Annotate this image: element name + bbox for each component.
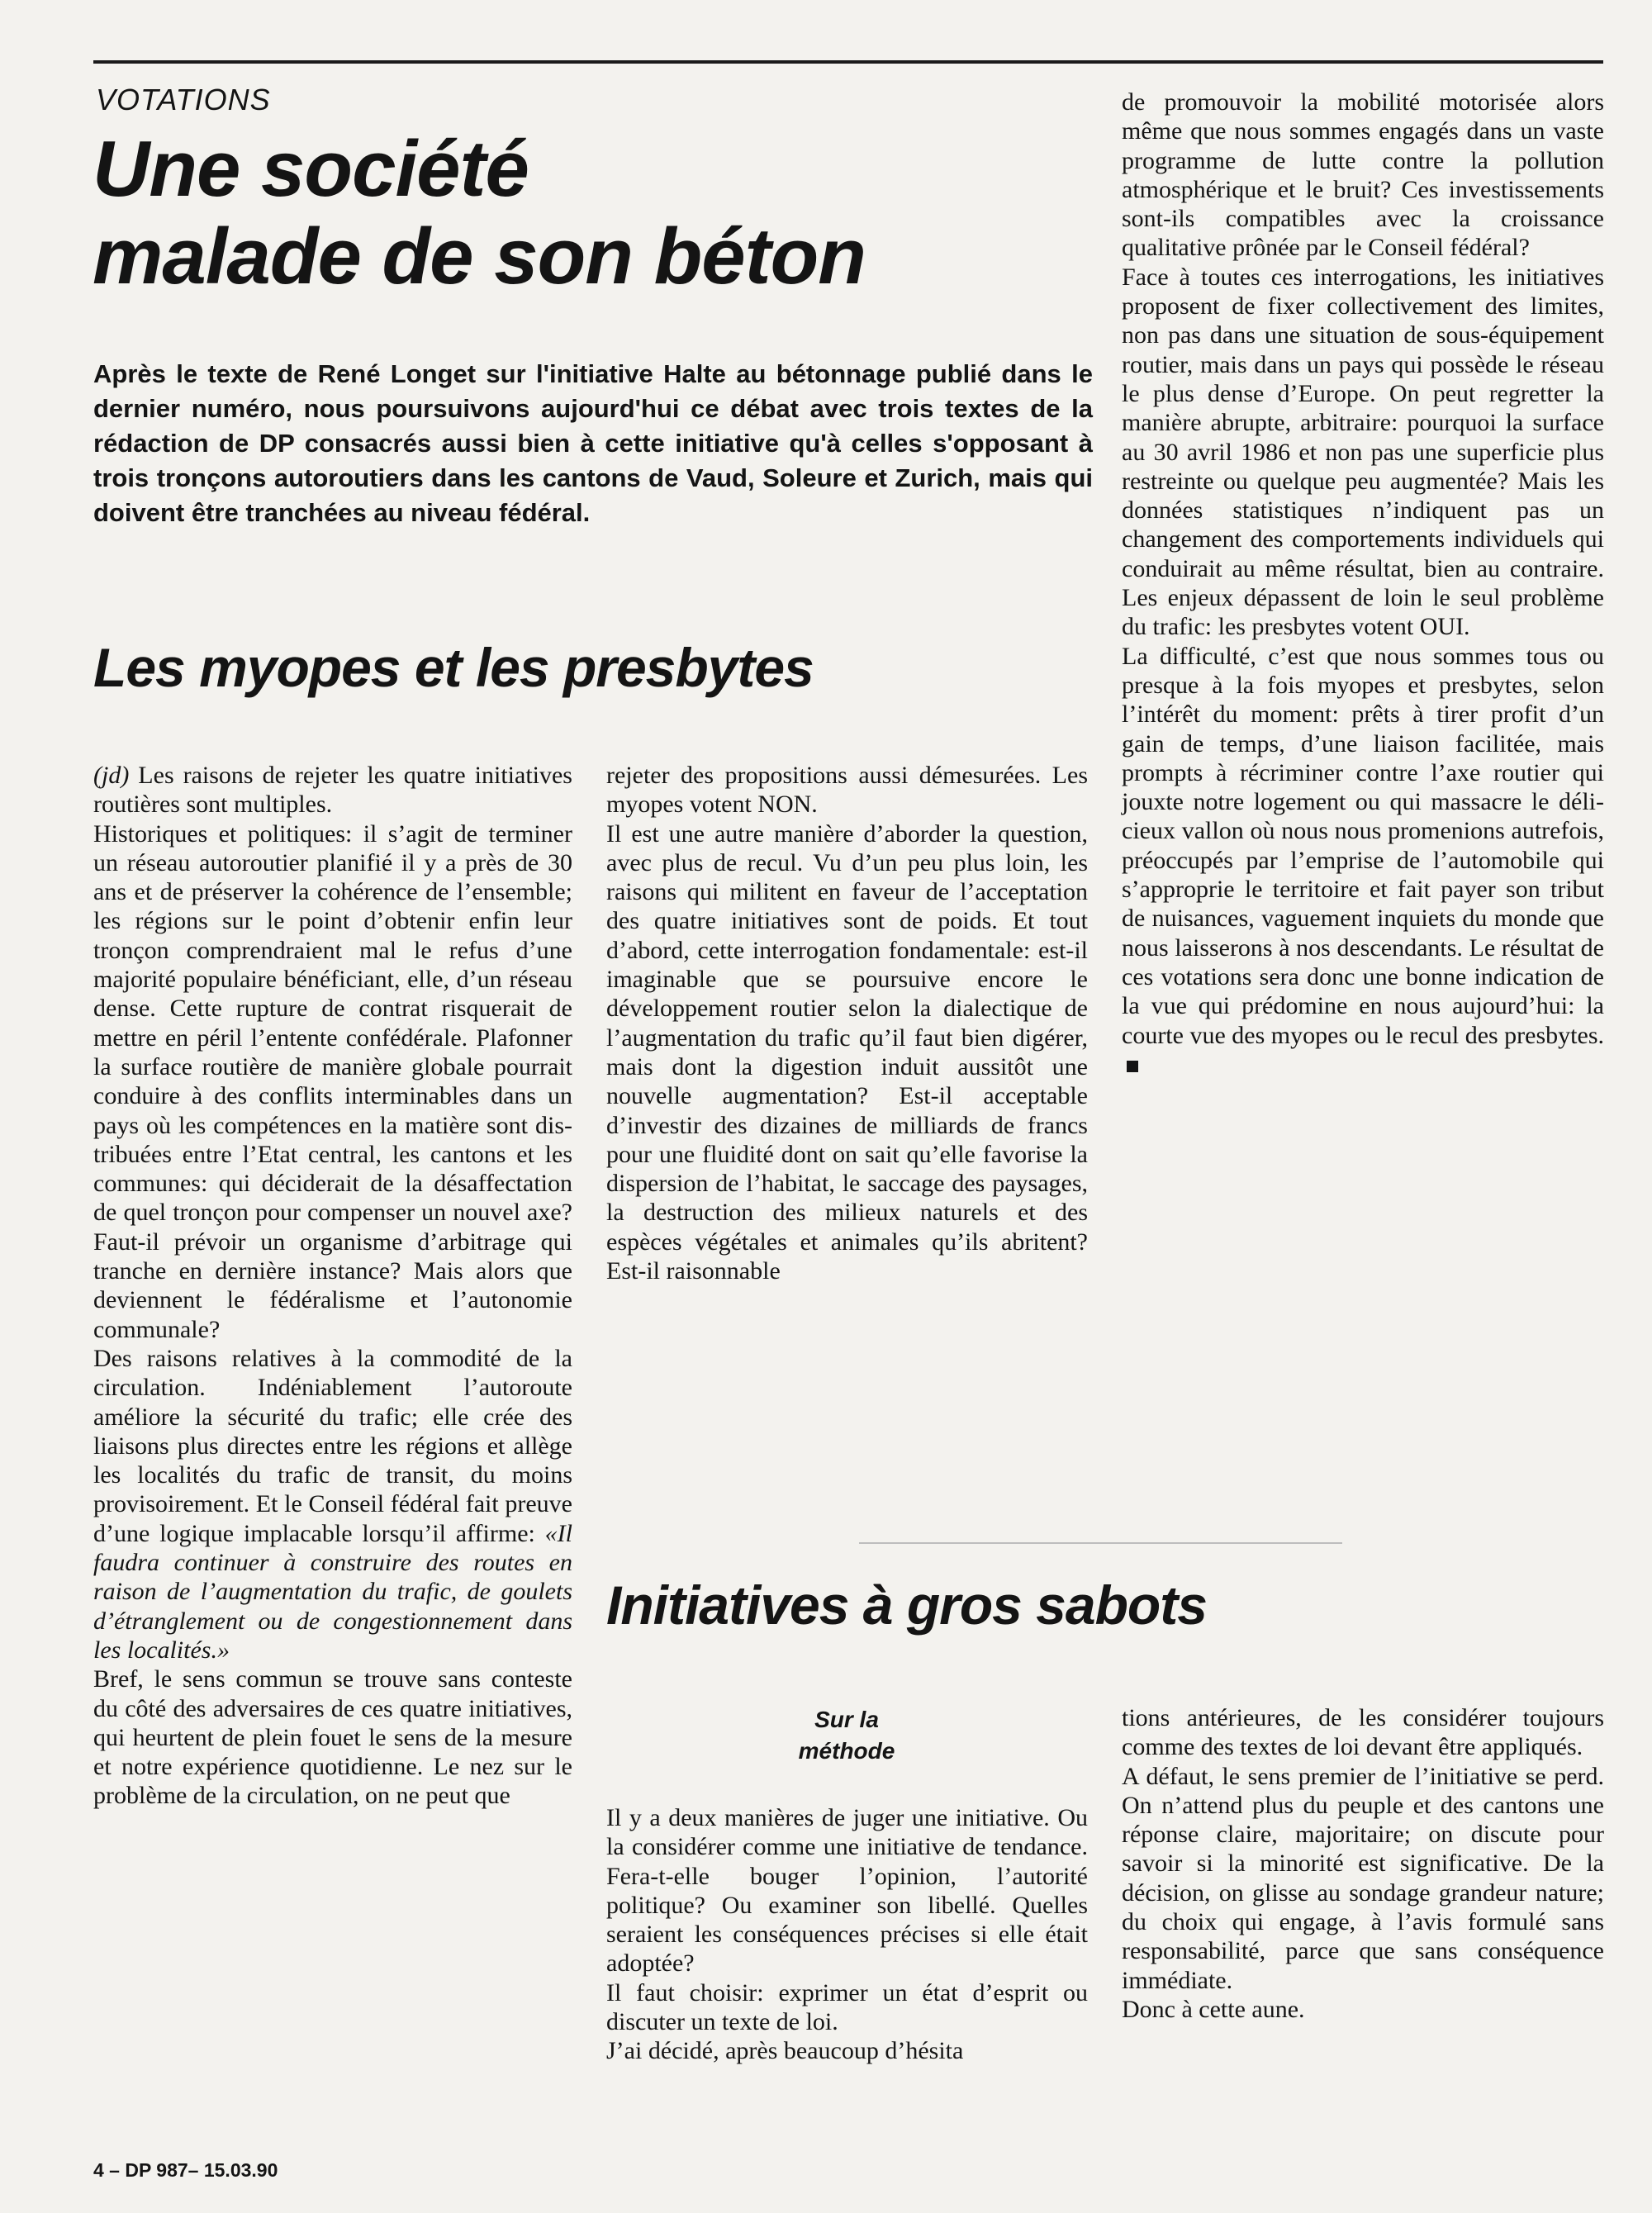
federal-council-quote: «Il faudra continuer à construire des routes en raison de l’augmentation du trafic, de goulets d’étranglement ou de congestionnement dans les localités.»: [93, 1519, 572, 1664]
section-divider: [859, 1542, 1342, 1544]
article2-col3-paragraph: Donc à cette aune.: [1122, 1995, 1305, 2023]
article2-title: Initiatives à gros sabots: [606, 1574, 1207, 1636]
paragraph-text: La difficulté, c’est que nous sommes tous ou presque à la fois myopes et presbytes, selon l’intérêt du moment: prêts à tirer profit d’un gain de temps, d’une liaison facilitée, mais prompts à récriminer contre l’axe routier qui jouxte notre logement ou qui massacre le délicieux vallon où nous nous promenions autrefois, préoccupés par l’emprise de l’automobile qui s’approprie le territoire et fait payer son tribut de nuisances, vaguement inquiets du monde que nous laisserons à nos descendants. Le résultat de ces votations sera donc une bonne indication de la vue qui prédomine en nous aujourd’hui: la courte vue des myopes ou le recul des presbytes.: [1122, 642, 1604, 1049]
article1-col1-paragraph: Bref, le sens commun se trouve sans conteste du côté des adversaires de ces quatre initiatives, qui heurtent de plein fouet le sens de la mesure et notre expérience quotidienne. Le nez sur le problème de la circulation, on ne peut que: [93, 1665, 572, 1810]
title-line-2: malade de son béton: [93, 212, 866, 301]
top-rule: [93, 60, 1603, 64]
article1-column-3: [1122, 88, 1604, 1079]
intro-paragraph: Après le texte de René Longet sur l'initiative Halte au bétonnage publié dans le dernier numéro, nous poursuivons aujourd'hui ce débat avec trois textes de la rédaction de DP consacrés aussi bien à cette initiative qu'à celles s'opposant à trois tronçons autoroutiers dans les cantons de Vaud, Soleure et Zurich, mais qui doivent être tranchées au niveau fédéral.: [93, 359, 1093, 527]
article2-col2-paragraph: J’ai décidé, après beaucoup d’hésita: [606, 2037, 964, 2065]
article1-col1-paragraph: [93, 761, 572, 819]
article1-col3-paragraph: Face à toutes ces interrogations, les initiatives proposent de fixer collectivement des limites, non pas dans une situation de sous-équipement routier, mais dans un pays qui possède le réseau le plus dense d’Europe. On peut regretter la manière abrupte, arbitraire: pourquoi la surface au 30 avril 1986 et non pas une superficie plus restreinte ou quelque peu augmentée? Mais les données statistiques n’indiquent pas un changement des comportements individuels qui conduirait au même résultat, bien au contraire. Les enjeux dépassent de loin le seul problème du trafic: les presbytes votent OUI.: [1122, 263, 1604, 641]
article2-subhead: [756, 1704, 938, 1767]
author-tag: (jd): [93, 762, 130, 789]
article1-col2-paragraph: rejeter des propositions aussi démesurées. Les myopes votent NON.: [606, 762, 1088, 819]
article2-col2-paragraph: Il y a deux manières de juger une initiative. Ou la considérer comme une initiative de tendance. Fera-t-elle bouger l’opinion, l’autorité politique? Ou examiner son libellé. Quelles seraient les conséquences précises si elle était adoptée?: [606, 1804, 1088, 1978]
article2-col3-paragraph: tions antérieures, de les considérer toujours comme des textes de loi devant être appliqués.: [1122, 1704, 1604, 1761]
section-kicker: VOTATIONS: [96, 83, 271, 116]
subhead-line-1: Sur la: [814, 1707, 879, 1732]
article1-col3-paragraph: [1122, 642, 1604, 1079]
article1-column-1: [93, 761, 572, 1811]
article1-col3-paragraph: de promouvoir la mobilité motorisée alors même que nous sommes engagés dans un vaste programme de lutte contre la pollution atmosphérique et le bruit? Ces investissements sont-ils compatibles avec la croissance qualitative prônée par le Conseil fédéral?: [1122, 88, 1604, 262]
article2-col3-paragraph: A défaut, le sens premier de l’initiative se perd. On n’attend plus du peuple et des cantons une réponse claire, majoritaire; on discute pour savoir si la minorité est significative. De la décision, on glisse au sondage grandeur nature; du choix qui engage, à l’avis formulé sans responsabilité, parce que sans conséquence immédiate.: [1122, 1762, 1604, 1994]
article1-title: Les myopes et les presbytes: [93, 637, 814, 698]
title-line-1: Une société: [93, 125, 529, 213]
end-of-article-mark: [1127, 1061, 1138, 1072]
article1-col1-paragraph: Historiques et politiques: il s’agit de terminer un réseau autoroutier planifié il y a près de 30 ans et de préserver la cohérence de l’ensemble; les régions sur le point d’obtenir enfin leur tronçon comprendraient mal le refus d’une majorité populaire bénéficiant, elle, d’un réseau dense. Cette rupture de contrat risquerait de mettre en péril l’entente confédérale. Plafonner la surface routière de manière globale pourrait conduire à des conflits interminables dans un pays où les compétences en la matière sont distribuées entre l’Etat central, les cantons et les communes: qui déciderait de la désaffectation de quel tronçon pour compenser un nouvel axe? Faut-il prévoir un organisme d’arbitrage qui tranche en dernière instance? Mais alors que deviennent le fédéralisme et l’autonomie communale?: [93, 819, 572, 1343]
article1-col1-paragraph: [93, 1344, 572, 1664]
article2-column-3: [1122, 1703, 1604, 2024]
paragraph-text: Des raisons relatives à la commodité de la circulation. Indéniablement l’autoroute améliore la sécurité du trafic; elle crée des liaisons plus directes entre les régions et allège les localités du trafic de transit, du moins provisoirement. Et le Conseil fédéral fait preuve d’une logique implacable lorsqu’il affirme:: [93, 1344, 572, 1547]
page-footer: 4 – DP 987– 15.03.90: [93, 2159, 278, 2181]
article2-column-2: [606, 1803, 1088, 2066]
subhead-line-2: méthode: [798, 1738, 895, 1764]
page-title: [93, 126, 1067, 301]
paragraph-text: Les raisons de rejeter les quatre initiatives routières sont multiples.: [93, 762, 572, 819]
article1-col2-paragraph: Il est une autre manière d’aborder la question, avec plus de recul. Vu d’un peu plus loin, les raisons qui militent en faveur de l’acceptation des quatre initiatives sont de poids. Et tout d’abord, cette interrogation fondamentale: est-il imaginable que se poursuive encore le développement routier selon la dialectique de l’augmentation du trafic qu’il faut bien digérer, mais dont la digestion induit aussitôt une nouvelle augmentation? Est-il acceptable d’investir des dizaines de milliards de francs pour une fluidité dont on sait qu’elle favorise la dispersion de l’habitat, le saccage des paysages, la destruction des milieux naturels et des espèces végétales et animales qu’ils abritent? Est-il raisonnable: [606, 819, 1088, 1285]
article1-column-2: [606, 761, 1088, 1285]
article2-col2-paragraph: Il faut choisir: exprimer un état d’esprit ou discuter un texte de loi.: [606, 1978, 1088, 2036]
